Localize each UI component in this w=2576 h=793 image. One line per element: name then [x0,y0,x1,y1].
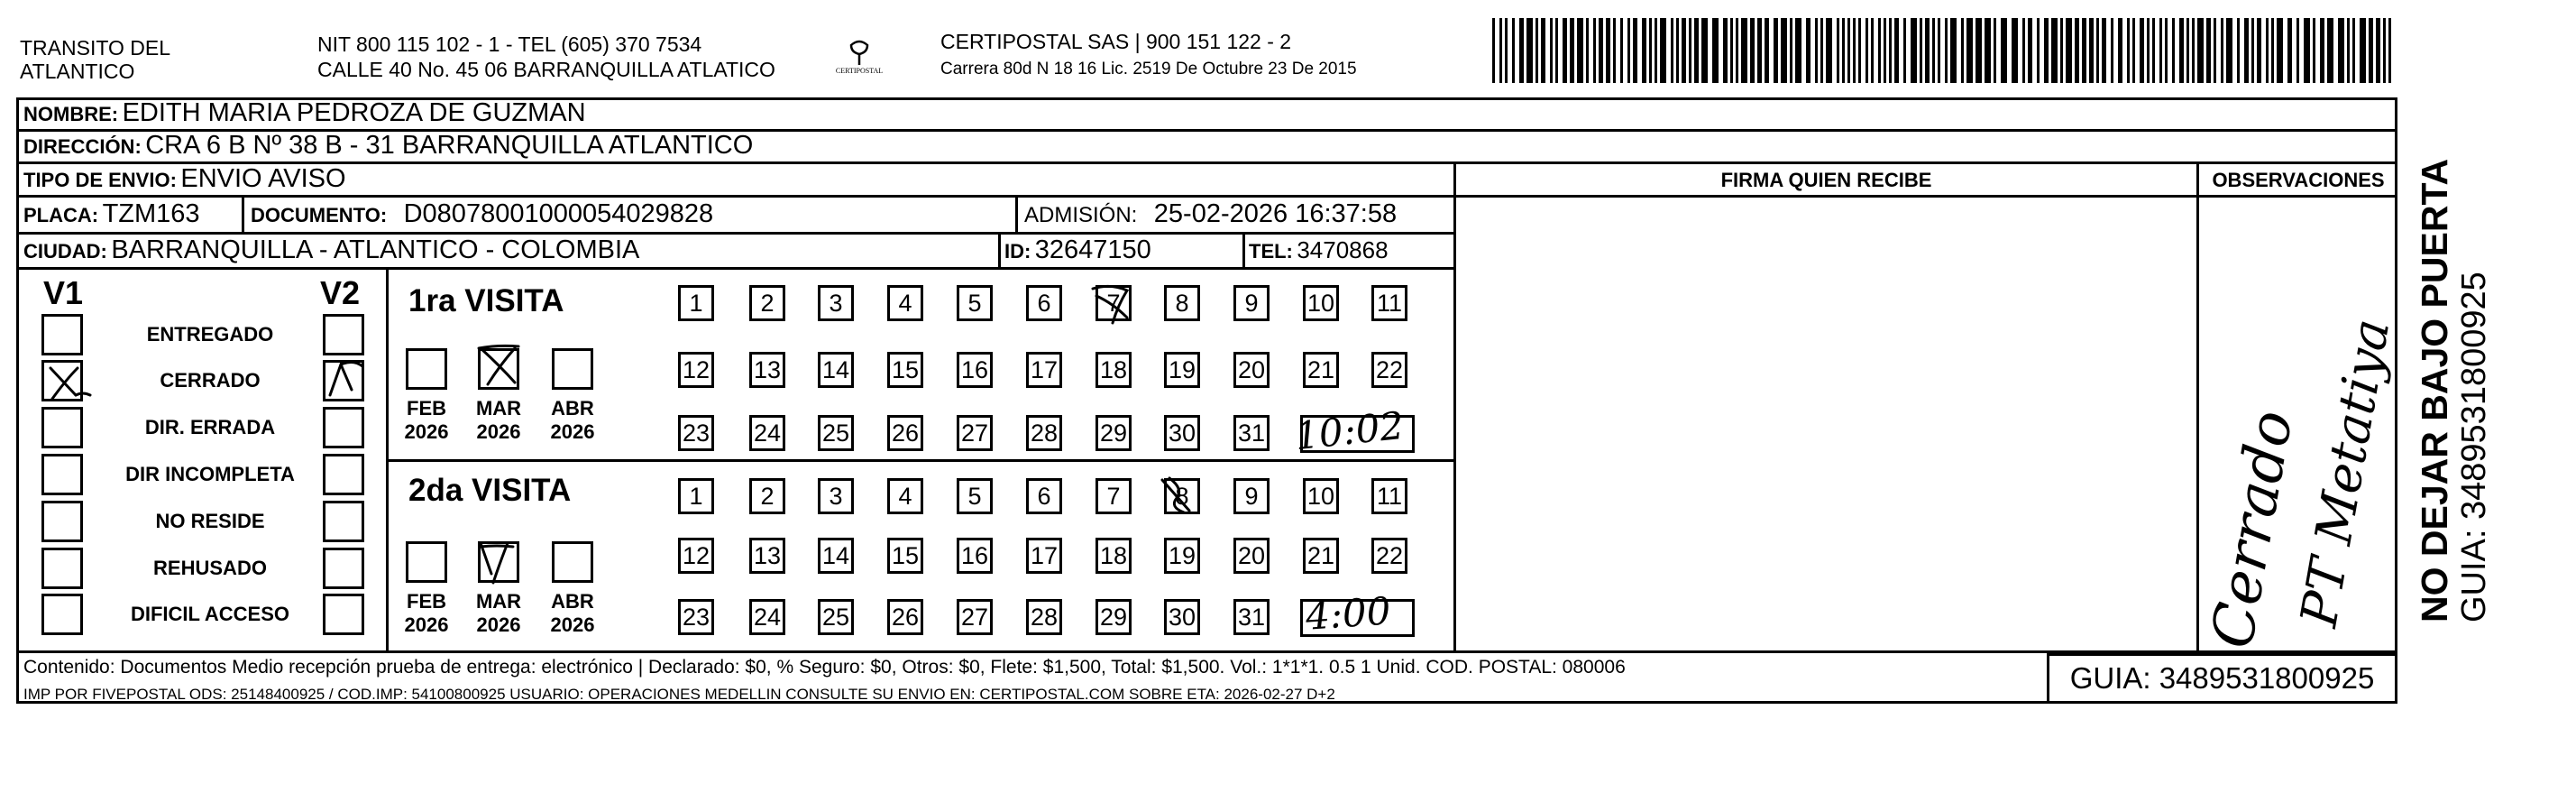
nombre-field [23,99,586,131]
license-line: Carrera 80d N 18 16 Lic. 2519 De Octubre 23 De 2015 [940,60,1357,78]
admision-value: 25-02-2026 16:37:58 [1153,199,1398,228]
barcode-bar [2066,18,2072,83]
barcode-bar [2360,18,2366,83]
visit2-day-box[interactable]: 1 [678,478,714,514]
barcode-bar [2383,18,2386,83]
visit1-day-box[interactable]: 31 [1233,415,1270,451]
barcode-bar [2197,18,2204,83]
visit2-month-year: 2026 [476,613,521,636]
visit1-day-box[interactable]: 2 [749,285,785,321]
barcode-bar [2159,18,2162,83]
visit1-day-box[interactable]: 8 [1164,285,1200,321]
barcode-bar [1499,18,1502,83]
visit2-day-box[interactable]: 31 [1233,599,1270,635]
barcode-bar [1976,18,1982,83]
visit2-day-box[interactable]: 17 [1026,538,1062,574]
visit2-day-box[interactable]: 16 [957,538,993,574]
visit1-day-box[interactable]: 3 [818,285,854,321]
status-label: REHUSADO [153,557,267,579]
id-value: 32647150 [1034,235,1151,264]
tel-value: 3470868 [1297,236,1389,263]
visit2-day-box[interactable]: 6 [1026,478,1062,514]
barcode-bar [1694,18,1699,83]
visit2-day-box[interactable]: 29 [1095,599,1132,635]
barcode-bar [1994,18,1996,83]
barcode-bar [1682,18,1686,83]
visit1-day-box[interactable]: 19 [1164,352,1200,388]
v1-day-7-mark [1086,278,1140,327]
admision-field [1024,200,1397,232]
visit1-day-box[interactable]: 20 [1233,352,1270,388]
barcode-bar [2186,18,2189,83]
visit1-day-box[interactable]: 7 [1095,285,1132,321]
nombre-value: EDITH MARIA PEDROZA DE GUZMAN [122,98,586,127]
barcode-bar [2266,18,2269,83]
barcode-bar [1519,18,1524,83]
footer-contenido: Contenido: Documentos Medio recepción prueba de entrega: electrónico | Declarado: $0, % Seguro: $0, Otros: $0, Flete: $1,500, Total: $1,500. Vol.: 1*1*1. 0.5 1 Unid. COD. POSTAL: 080006 [23,657,1626,678]
observaciones-header: OBSERVACIONES [2212,169,2385,191]
barcode-bar [1884,18,1886,83]
observaciones-text-2: PT Metatiya [2289,314,2402,632]
barcode-bar [2388,18,2391,83]
barcode-bar [1586,18,1589,83]
barcode-bar [2152,18,2155,83]
visit2-title: 2da VISITA [408,473,572,508]
barcode-bar [1820,18,1823,83]
barcode-bar [2179,18,2184,83]
barcode-bar [2028,18,2032,83]
barcode-bar [2287,18,2292,83]
barcode-bar [2257,18,2261,83]
footer-imp: IMP POR FIVEPOSTAL ODS: 25148400925 / COD.IMP: 54100800925 USUARIO: OPERACIONES MEDELLIN CONSULTE SU ENVIO EN: CERTIPOSTAL.COM SOBRE ETA: 2026-02-27 D+2 [23,686,1335,703]
visit1-day-box[interactable]: 5 [957,285,993,321]
barcode-bar [1966,18,1973,83]
visit1-day-box[interactable]: 18 [1095,352,1132,388]
barcode-bar [2102,18,2106,83]
status-label: NO RESIDE [155,510,265,532]
barcode-bar [1660,18,1666,83]
visit1-day-box[interactable]: 22 [1371,352,1407,388]
barcode-bar [2060,18,2063,83]
barcode-bar [2192,18,2195,83]
visit2-day-box[interactable]: 19 [1164,538,1200,574]
barcode-bar [2251,18,2254,83]
direccion-value: CRA 6 B Nº 38 B - 31 BARRANQUILLA ATLANTICO [145,131,754,160]
visit2-day-box[interactable]: 2 [749,478,785,514]
visit2-day-box[interactable]: 4 [887,478,923,514]
visit2-day-box[interactable]: 25 [818,599,854,635]
barcode-bar [2044,18,2049,83]
company-line: CERTIPOSTAL SAS | 900 151 122 - 2 [940,30,1292,53]
org-name-line2: ATLANTICO [20,60,135,83]
visit1-day-box[interactable]: 24 [749,415,785,451]
barcode-bar [1689,18,1691,83]
barcode-bar [2132,18,2135,83]
barcode-bar [2327,18,2333,83]
barcode-bar [1723,18,1728,83]
v2-cerrado-check-mark [321,355,375,410]
barcode-bar [1889,18,1892,83]
visit2-day-box[interactable]: 13 [749,538,785,574]
visit2-day-box[interactable]: 11 [1371,478,1407,514]
barcode-bar [2165,18,2168,83]
barcode-bar [1736,18,1738,83]
side-guia: GUIA: 3489531800925 [2455,272,2493,622]
barcode-bar [1938,18,1940,83]
visit2-day-box[interactable]: 9 [1233,478,1270,514]
documento-value: D08078001000054029828 [403,199,714,228]
barcode-bar [1790,18,1792,83]
barcode-bar [2001,18,2007,83]
nit-line: NIT 800 115 102 - 1 - TEL (605) 370 7534 [317,32,702,56]
visit2-day-box[interactable]: 26 [887,599,923,635]
barcode-bar [1871,18,1874,83]
barcode [1492,18,2401,83]
visit1-day-box[interactable]: 1 [678,285,714,321]
barcode-bar [1858,18,1861,83]
barcode-bar [2082,18,2086,83]
barcode-bar [1655,18,1657,83]
visit1-day-box[interactable]: 14 [818,352,854,388]
visit1-day-box[interactable]: 23 [678,415,714,451]
v1-time-handwritten: 10:02 [1292,402,1407,459]
tipo-envio-label: TIPO DE ENVIO: [23,169,177,191]
direccion-label: DIRECCIÓN: [23,135,142,158]
barcode-bar [2147,18,2150,83]
firma-header: FIRMA QUIEN RECIBE [1720,169,1932,191]
barcode-bar [1945,18,1948,83]
barcode-bar [2127,18,2130,83]
observaciones-text-1: Cerrado [2198,405,2306,654]
logo-text: CERTIPOSTAL [835,67,884,75]
visit1-month-year: 2026 [550,420,595,443]
barcode-bar [1842,18,1845,83]
barcode-bar [1757,18,1762,83]
barcode-bar [2369,18,2373,83]
barcode-bar [1795,18,1801,83]
barcode-bar [2075,18,2079,83]
barcode-bar [1599,18,1603,83]
visit1-day-box[interactable]: 26 [887,415,923,451]
tel-label: TEL: [1249,240,1293,263]
barcode-bar [1765,18,1769,83]
v1-label: V1 [43,274,84,311]
barcode-bar [1806,18,1811,83]
barcode-bar [2140,18,2144,83]
v2-day-8-mark [1157,471,1202,521]
org-name-line1: TRANSITO DEL [20,36,170,60]
barcode-bar [1741,18,1747,83]
barcode-bar [1847,18,1850,83]
visit1-day-box[interactable]: 15 [887,352,923,388]
visit1-month-name: ABR [551,397,594,420]
barcode-bar [1903,18,1906,83]
visit1-month-name: MAR [475,397,522,420]
visit2-day-box[interactable]: 7 [1095,478,1132,514]
barcode-bar [1712,18,1719,83]
barcode-bar [2347,18,2350,83]
visit2-day-box[interactable]: 20 [1233,538,1270,574]
barcode-bar [1613,18,1616,83]
barcode-bar [2352,18,2355,83]
v1-month-mar-mark [473,341,523,391]
barcode-bar [2376,18,2380,83]
barcode-bar [1570,18,1574,83]
visit2-month-year: 2026 [550,613,595,636]
barcode-bar [1781,18,1787,83]
barcode-bar [1730,18,1733,83]
visit1-day-box[interactable]: 11 [1371,285,1407,321]
side-warning: NO DEJAR BAJO PUERTA [2414,158,2455,622]
v1-cerrado-check-mark [40,355,94,410]
barcode-bar [1950,18,1957,83]
visit1-month-name: FEB [407,397,446,420]
visit1-title: 1ra VISITA [408,283,564,318]
barcode-bar [2012,18,2018,83]
barcode-bar [1606,18,1610,83]
barcode-bar [2051,18,2058,83]
admision-label: ADMISIÓN: [1024,203,1138,227]
barcode-bar [1642,18,1646,83]
visit2-day-box[interactable]: 3 [818,478,854,514]
barcode-bar [2172,18,2175,83]
barcode-bar [1649,18,1652,83]
barcode-bar [1633,18,1637,83]
barcode-bar [1894,18,1899,83]
barcode-bar [2214,18,2216,83]
visit2-month-name: MAR [475,590,522,613]
barcode-bar [2313,18,2315,83]
id-label: ID: [1004,240,1031,263]
barcode-bar [2089,18,2094,83]
visit2-day-box[interactable]: 24 [749,599,785,635]
barcode-bar [2221,18,2223,83]
visit1-month-checkbox[interactable] [552,348,593,390]
tipo-envio-value: ENVIO AVISO [180,164,346,193]
placa-field [23,200,200,232]
barcode-bar [1676,18,1679,83]
barcode-bar [1555,18,1558,83]
barcode-bar [1866,18,1868,83]
barcode-bar [1878,18,1881,83]
visit2-day-box[interactable]: 18 [1095,538,1132,574]
barcode-bar [1853,18,1856,83]
barcode-bar [1701,18,1708,83]
visit2-month-checkbox[interactable] [406,541,447,583]
barcode-bar [1961,18,1964,83]
visit2-day-box[interactable]: 15 [887,538,923,574]
barcode-bar [1541,18,1545,83]
visit1-day-box[interactable]: 28 [1026,415,1062,451]
barcode-bar [1505,18,1508,83]
visit1-day-box[interactable]: 21 [1303,352,1339,388]
visit2-month-checkbox[interactable] [552,541,593,583]
visit1-month-year: 2026 [404,420,449,443]
visit1-month-checkbox[interactable] [406,348,447,390]
barcode-bar [2277,18,2283,83]
visit2-day-box[interactable]: 5 [957,478,993,514]
visit1-month-year: 2026 [476,420,521,443]
barcode-bar [1911,18,1917,83]
nombre-label: NOMBRE: [23,103,119,125]
documento-label: DOCUMENTO: [251,204,388,226]
visit2-day-box[interactable]: 8 [1164,478,1200,514]
barcode-bar [1627,18,1630,83]
barcode-bar [1492,18,1495,83]
certipostal-logo [828,36,891,81]
v2-time-handwritten: 4:00 [1304,588,1392,639]
id-field [1004,236,1151,268]
visit2-day-box[interactable]: 21 [1303,538,1339,574]
barcode-bar [1671,18,1673,83]
visit1-day-box[interactable]: 12 [678,352,714,388]
status-label: CERRADO [160,369,261,392]
barcode-bar [1774,18,1778,83]
barcode-bar [2096,18,2099,83]
visit2-day-box[interactable]: 12 [678,538,714,574]
visit1-day-box[interactable]: 25 [818,415,854,451]
barcode-bar [2037,18,2040,83]
address-line: CALLE 40 No. 45 06 BARRANQUILLA ATLATICO [317,58,775,81]
visit2-day-box[interactable]: 22 [1371,538,1407,574]
tel-field [1249,236,1389,268]
status-label: ENTREGADO [146,323,274,346]
footer-guia-box [2047,653,2397,704]
barcode-bar [2244,18,2249,83]
ciudad-value: BARRANQUILLA - ATLANTICO - COLOMBIA [111,235,640,264]
tipo-envio-field [23,165,346,197]
barcode-bar [2206,18,2211,83]
barcode-bar [1826,18,1832,83]
barcode-bar [2118,18,2122,83]
visit2-day-box[interactable]: 23 [678,599,714,635]
visit1-day-box[interactable]: 9 [1233,285,1270,321]
visit1-day-box[interactable]: 29 [1095,415,1132,451]
barcode-bar [2271,18,2274,83]
visit1-day-box[interactable]: 10 [1303,285,1339,321]
barcode-bar [1536,18,1538,83]
visit2-day-box[interactable]: 14 [818,538,854,574]
status-label: DIR INCOMPLETA [125,463,295,485]
footer-guia: GUIA: 3489531800925 [2069,661,2375,695]
barcode-bar [1985,18,1991,83]
barcode-bar [1526,18,1533,83]
barcode-bar [1837,18,1839,83]
barcode-bar [1920,18,1922,83]
barcode-bar [1512,18,1515,83]
v2-label: V2 [320,274,361,311]
placa-value: TZM163 [102,199,200,228]
visit1-day-box[interactable]: 16 [957,352,993,388]
direccion-field [23,132,753,163]
status-label: DIFICIL ACCESO [130,603,289,625]
ciudad-label: CIUDAD: [23,240,107,263]
visit2-day-box[interactable]: 30 [1164,599,1200,635]
barcode-bar [1593,18,1596,83]
visit1-day-box[interactable]: 13 [749,352,785,388]
barcode-bar [1550,18,1553,83]
barcode-bar [2111,18,2113,83]
barcode-bar [1925,18,1930,83]
barcode-bar [1563,18,1567,83]
barcode-bar [1577,18,1583,83]
barcode-bar [1620,18,1623,83]
visit1-day-box[interactable]: 4 [887,285,923,321]
barcode-bar [2226,18,2232,83]
visit1-day-box[interactable]: 27 [957,415,993,451]
visit1-day-box[interactable]: 6 [1026,285,1062,321]
barcode-bar [2022,18,2025,83]
visit2-day-box[interactable]: 28 [1026,599,1062,635]
status-label: DIR. ERRADA [144,416,276,438]
documento-field [251,200,713,232]
visit1-day-box[interactable]: 17 [1026,352,1062,388]
barcode-bar [2296,18,2299,83]
visit2-day-box[interactable]: 27 [957,599,993,635]
visit2-month-name: ABR [551,590,594,613]
placa-label: PLACA: [23,204,99,226]
v2-month-mar-mark [473,538,523,587]
barcode-bar [2237,18,2240,83]
visit2-month-name: FEB [407,590,446,613]
barcode-bar [2338,18,2344,83]
ciudad-field [23,236,639,268]
barcode-bar [1932,18,1935,83]
barcode-bar [1815,18,1818,83]
visit2-day-box[interactable]: 10 [1303,478,1339,514]
barcode-bar [2320,18,2324,83]
barcode-bar [1750,18,1755,83]
visit2-month-year: 2026 [404,613,449,636]
barcode-bar [2304,18,2310,83]
visit1-day-box[interactable]: 30 [1164,415,1200,451]
